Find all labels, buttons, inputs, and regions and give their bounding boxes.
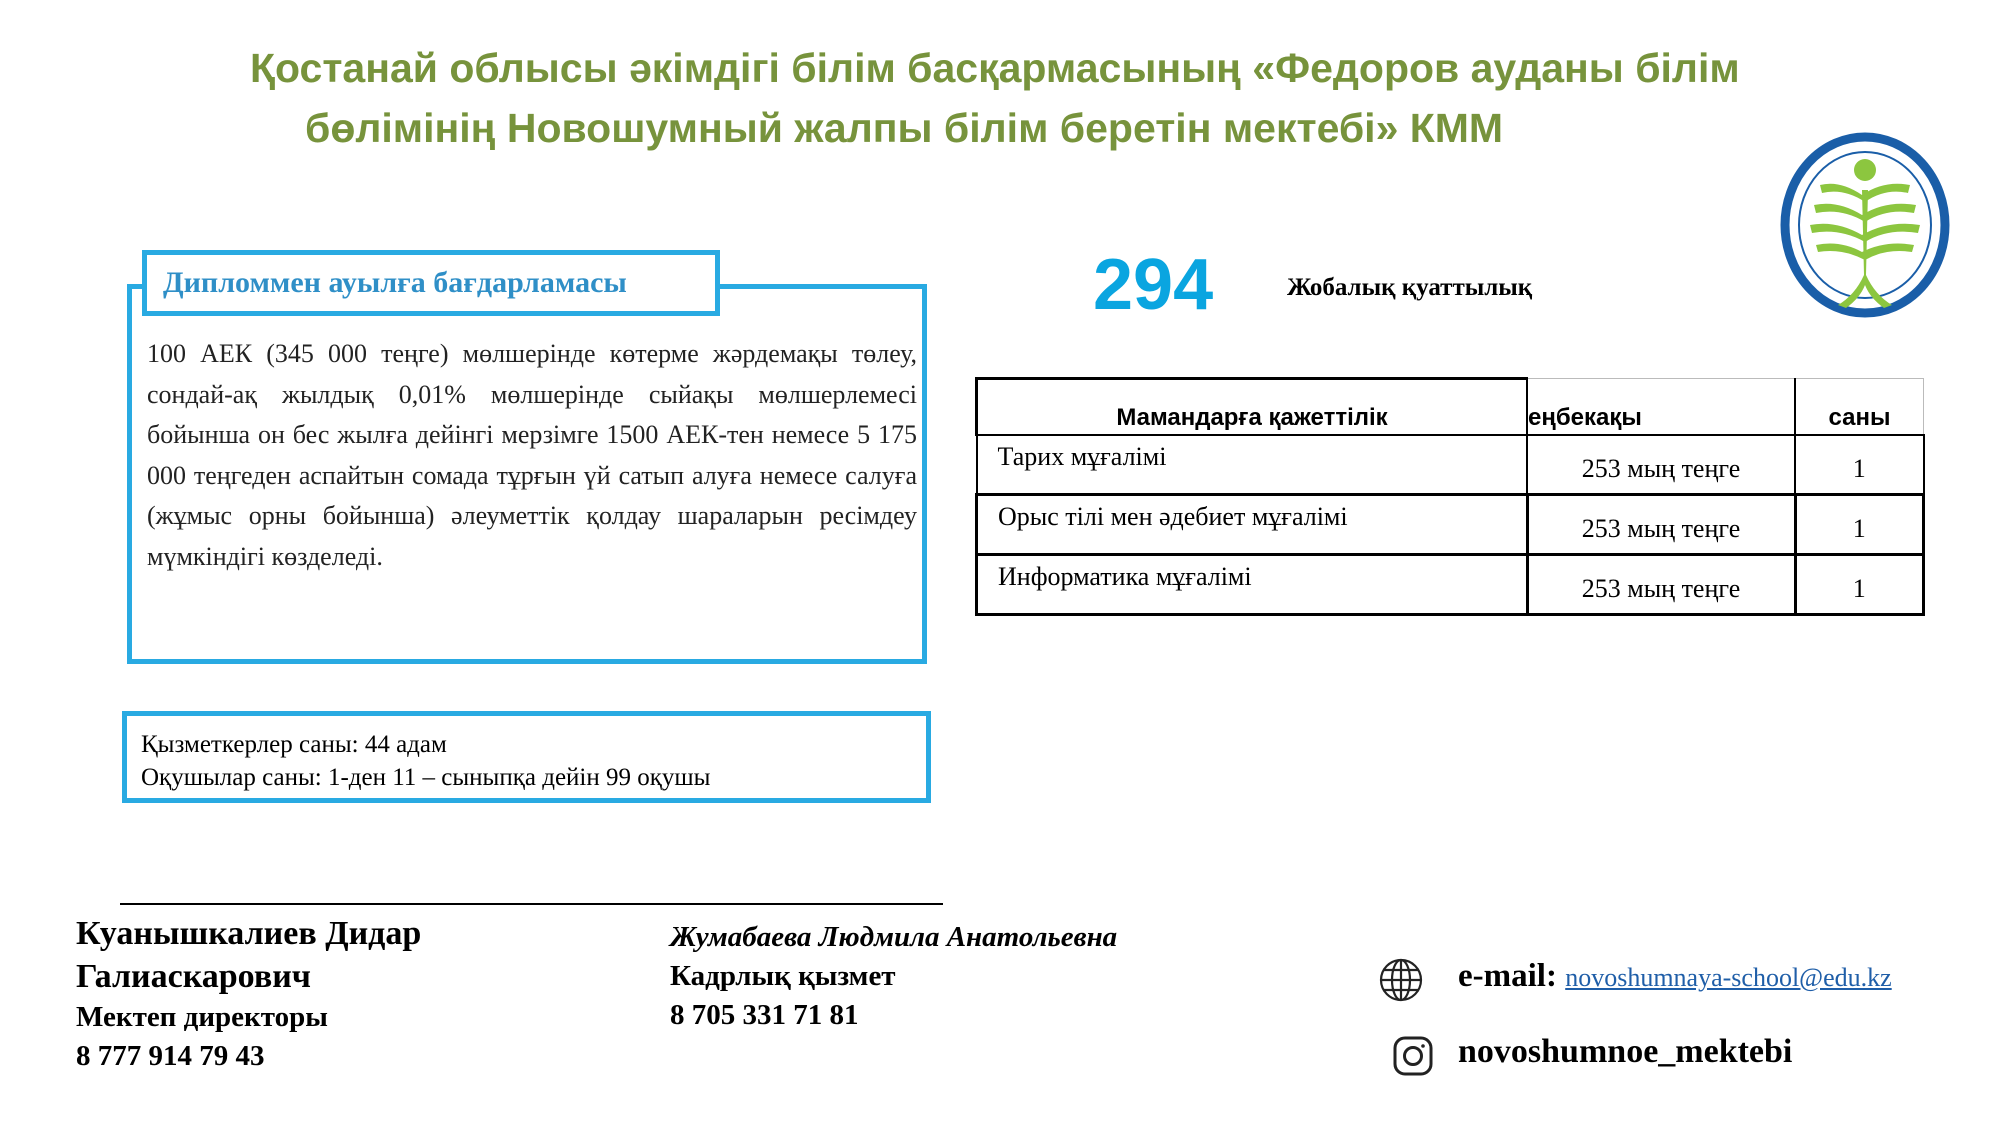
table-header-row bbox=[977, 379, 1924, 436]
instagram-handle[interactable]: novoshumnoe_mektebi bbox=[1458, 1033, 1793, 1070]
director-role: Мектеп директоры bbox=[76, 1001, 328, 1033]
table-cell-specialist: Орыс тілі мен әдебиет мұғалімі bbox=[977, 495, 1528, 555]
email-row bbox=[1458, 955, 1892, 999]
table-cell-count: 1 bbox=[1795, 495, 1924, 555]
director-contact bbox=[76, 912, 421, 1076]
page-title-line-2: бөлімінің Новошумный жалпы білім беретін мектебі» КММ bbox=[305, 105, 1504, 151]
page-title-line-1: Қостанай облысы әкімдігі білім басқармасының «Федоров ауданы білім bbox=[250, 45, 1740, 91]
stats-box bbox=[122, 711, 931, 803]
school-logo bbox=[1780, 130, 1950, 320]
email-link[interactable]: novoshumnaya-school@edu.kz bbox=[1565, 963, 1892, 992]
table-cell-salary: 253 мың теңге bbox=[1527, 555, 1795, 615]
student-count: Оқушылар саны: 1-ден 11 – сыныпқа дейін 99 оқушы bbox=[141, 764, 711, 791]
hr-name: Жумабаева Людмила Анатольевна bbox=[670, 921, 1118, 953]
table-header-count: саны bbox=[1795, 379, 1924, 436]
globe-icon bbox=[1378, 957, 1424, 1003]
table-cell-count: 1 bbox=[1795, 435, 1924, 495]
hr-role: Кадрлық қызмет bbox=[670, 960, 896, 992]
capacity-value: 294 bbox=[1093, 245, 1214, 325]
program-title: Дипломмен ауылға бағдарламасы bbox=[142, 250, 720, 316]
director-name-line-2: Галиаскарович bbox=[76, 958, 311, 995]
table-cell-salary: 253 мың теңге bbox=[1527, 495, 1795, 555]
table-cell-specialist: Информатика мұғалімі bbox=[977, 555, 1528, 615]
table-cell-specialist: Тарих мұғалімі bbox=[977, 435, 1528, 495]
page-title bbox=[200, 38, 1900, 158]
hr-contact bbox=[670, 918, 1117, 1035]
table-row bbox=[977, 435, 1924, 495]
table-row bbox=[977, 555, 1924, 615]
table-header-specialist: Мамандарға қажеттілік bbox=[977, 379, 1528, 436]
staff-count: Қызметкерлер саны: 44 адам bbox=[141, 731, 447, 758]
director-phone: 8 777 914 79 43 bbox=[76, 1040, 265, 1072]
hr-phone: 8 705 331 71 81 bbox=[670, 999, 859, 1031]
capacity-label: Жобалық қуаттылық bbox=[1287, 274, 1533, 301]
table-header-salary: еңбекақы bbox=[1527, 379, 1795, 436]
director-name-line-1: Куанышкалиев Дидар bbox=[76, 915, 422, 952]
email-label: e-mail: bbox=[1458, 958, 1557, 994]
table-row bbox=[977, 495, 1924, 555]
program-description: 100 АЕК (345 000 теңге) мөлшерінде көтерме жәрдемақы төлеу, сондай-ақ жылдық 0,01% мөлшерінде сыйақы мөлшерлемесі бойынша он бес жылға дейінгі мерзімге 1500 АЕК-тен немесе 5 175 000 теңгеден аспайтын сомада тұрғын үй сатып алуға немесе салуға (жұмыс орны бойынша) әлеуметтік қолдау шараларын ресімдеу мүмкіндігі көзделеді. bbox=[147, 339, 917, 571]
instagram-icon[interactable] bbox=[1391, 1034, 1435, 1078]
table-cell-salary: 253 мың теңге bbox=[1527, 435, 1795, 495]
table-cell-count: 1 bbox=[1795, 555, 1924, 615]
vacancies-table bbox=[975, 377, 1925, 616]
separator-line bbox=[120, 903, 943, 905]
